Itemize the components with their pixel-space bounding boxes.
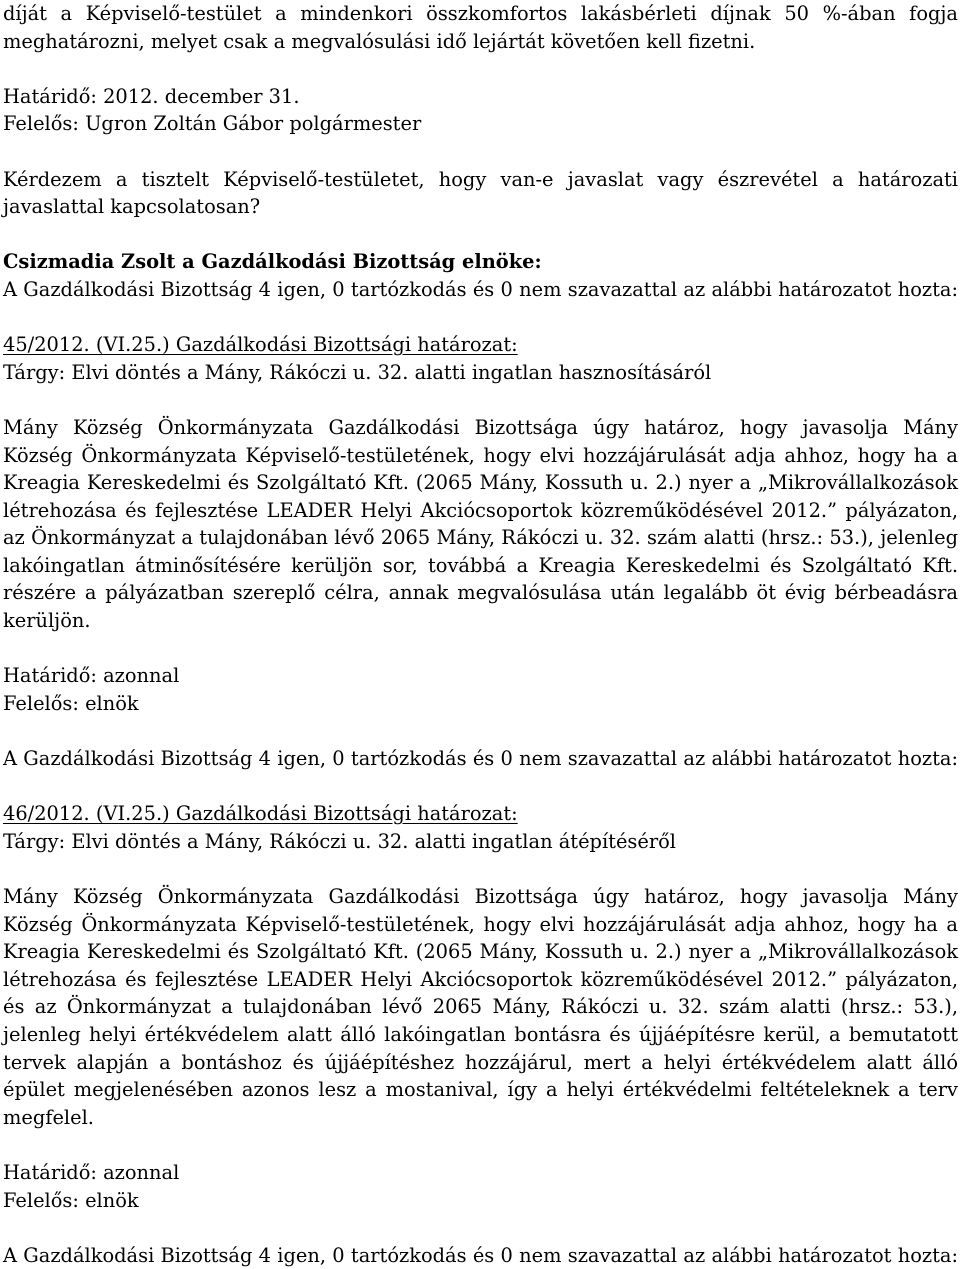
body-line: Község Önkormányzata Képviselő-testületének, hogy elvi hozzájárulását adja ahhoz, hogy ha a [3,443,958,467]
vote-statement: A Gazdálkodási Bizottság 4 igen, 0 tartózkodás és 0 nem szavazattal az alábbi határozatot hozta: [3,1243,958,1267]
spacer [3,635,958,663]
document-page [3,0,958,1269]
responsible-line: Felelős: Ugron Zoltán Gábor polgármester [3,112,422,136]
body-line: épület megjelenésében azonos lesz a mostanival, így a helyi értékvédelmi feltételeknek a terv [3,1078,958,1102]
spacer [3,773,958,801]
responsible-line: Felelős: elnök [3,691,139,715]
spacer [3,855,958,883]
responsible-line: Felelős: elnök [3,1188,139,1212]
spacer [3,138,958,166]
deadline-line: Határidő: 2012. december 31. [3,84,300,108]
spacer [3,717,958,745]
body-line: létrehozása és fejlesztése LEADER Helyi Akciócsoportok közreműködésével 2012.” pályázaton, [3,967,958,991]
speaker-heading: Csizmadia Zsolt a Gazdálkodási Bizottság elnöke: [3,250,542,274]
spacer [3,1214,958,1242]
body-line: Község Önkormányzata Képviselő-testületének, hogy elvi hozzájárulását adja ahhoz, hogy ha a [3,912,958,936]
intro-line: díját a Képviselő-testület a mindenkori összkomfortos lakásbérleti díjnak 50 %-ában fogja [3,2,958,25]
resolution-body [3,883,958,1131]
intro-line: meghatározni, melyet csak a megvalósulási idő lejártát követően kell fizetni. [3,29,756,53]
body-line: létrehozása és fejlesztése LEADER Helyi Akciócsoportok közreműködésével 2012.” pályázaton, [3,498,958,522]
resolution-body [3,414,958,635]
question-line: javaslattal kapcsolatosan? [3,195,261,219]
body-line: Kreagia Kereskedelmi és Szolgáltató Kft. (2065 Mány, Kossuth u. 2.) nyer a „Mikrovállalkozások [3,471,958,495]
spacer [3,304,958,332]
resolution-number-text: 45/2012. (VI.25.) Gazdálkodási Bizottsági határozat: [3,333,518,357]
spacer [3,55,958,83]
body-line: Kreagia Kereskedelmi és Szolgáltató Kft. (2065 Mány, Kossuth u. 2.) nyer a „Mikrovállalkozások [3,940,958,964]
body-line: kerüljön. [3,609,91,633]
resolution-subject: Tárgy: Elvi döntés a Mány, Rákóczi u. 32. alatti ingatlan hasznosításáról [3,360,712,384]
question-line: Kérdezem a tisztelt Képviselő-testületet, hogy van-e javaslat vagy észrevétel a határozati [3,167,958,191]
body-line: és az Önkormányzat a tulajdonában lévő 2065 Mány, Rákóczi u. 32. szám alatti (hrsz.: 53.), [3,995,958,1019]
body-line: részére a pályázatban szereplő célra, annak megvalósulása után legalább öt évig bérbeadásra [3,581,958,605]
body-line: lakóingatlan átminősítésére kerüljön sor, továbbá a Kreagia Kereskedelmi és Szolgáltató Kft. [3,553,958,577]
body-line: Mány Község Önkormányzata Gazdálkodási Bizottsága úgy határoz, hogy javasolja Mány [3,415,958,439]
deadline-line: Határidő: azonnal [3,664,180,688]
spacer [3,386,958,414]
body-line: jelenleg helyi értékvédelem alatt álló lakóingatlan bontásra és újjáépítésre kerül, a bemutatott [3,1022,958,1046]
body-line: Mány Község Önkormányzata Gazdálkodási Bizottsága úgy határoz, hogy javasolja Mány [3,885,958,908]
vote-statement: A Gazdálkodási Bizottság 4 igen, 0 tartózkodás és 0 nem szavazattal az alábbi határozatot hozta: [3,747,958,771]
resolution-number [3,800,958,828]
resolution-number-text: 46/2012. (VI.25.) Gazdálkodási Bizottsági határozat: [3,802,518,826]
vote-statement: A Gazdálkodási Bizottság 4 igen, 0 tartózkodás és 0 nem szavazattal az alábbi határozatot hozta: [3,277,958,301]
resolution-number [3,331,958,359]
deadline-line: Határidő: azonnal [3,1160,180,1184]
resolution-subject: Tárgy: Elvi döntés a Mány, Rákóczi u. 32. alatti ingatlan átépítéséről [3,829,676,853]
body-line: megfelel. [3,1105,94,1129]
question-paragraph [3,166,958,221]
spacer [3,1131,958,1159]
spacer [3,221,958,249]
intro-paragraph [3,0,958,55]
body-line: az Önkormányzat a tulajdonában lévő 2065 Mány, Rákóczi u. 32. szám alatti (hrsz.: 53.), jelenleg [3,526,958,550]
body-line: tervek alapján a bontáshoz és újjáépítéshez hozzájárul, mert a helyi értékvédelem alatt álló [3,1050,958,1074]
